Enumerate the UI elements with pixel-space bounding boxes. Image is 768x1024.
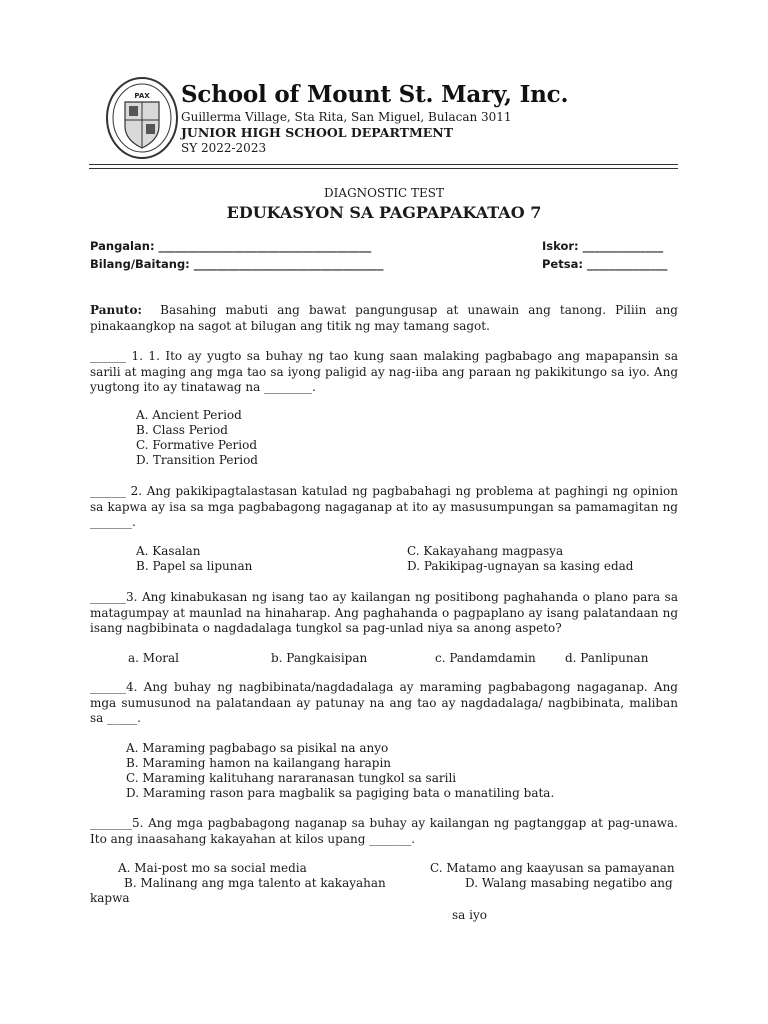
instructions-label: Panuto: bbox=[90, 303, 142, 317]
question-4-option-c[interactable]: C. Maraming kalituhang nararanasan tungkol sa sarili bbox=[126, 771, 457, 785]
question-2-option-b[interactable]: B. Papel sa lipunan bbox=[136, 559, 253, 573]
question-1-option-c[interactable]: C. Formative Period bbox=[136, 438, 258, 452]
instructions bbox=[90, 303, 678, 334]
question-1-option-b[interactable]: B. Class Period bbox=[136, 423, 228, 437]
header-divider-top bbox=[89, 164, 678, 165]
test-type: DIAGNOSTIC TEST bbox=[324, 186, 444, 200]
question-1-option-d[interactable]: D. Transition Period bbox=[136, 453, 258, 467]
question-3-option-a[interactable]: a. Moral bbox=[128, 651, 180, 665]
svg-text:PAX: PAX bbox=[134, 92, 150, 100]
question-3-option-c[interactable]: c. Pandamdamin bbox=[435, 651, 536, 665]
school-name: School of Mount St. Mary, Inc. bbox=[181, 81, 569, 108]
school-address: Guillerma Village, Sta Rita, San Miguel, Bulacan 3011 bbox=[181, 110, 512, 124]
score-field[interactable]: Iskor: ______________ bbox=[542, 239, 664, 253]
question-4-option-d[interactable]: D. Maraming rason para magbalik sa pagiging bata o manatiling bata. bbox=[126, 786, 555, 800]
question-5-option-c[interactable]: C. Matamo ang kaayusan sa pamayanan bbox=[430, 861, 675, 875]
question-2-option-c[interactable]: C. Kakayahang magpasya bbox=[407, 544, 564, 558]
question-5-text: _______5. Ang mga pagbabagong naganap sa buhay ay kailangan ng pagtanggap at pag-unawa. Ito ang inaasahang kakayahan at kilos upang _______. bbox=[90, 816, 678, 846]
test-subject: EDUKASYON SA PAGPAPAKATAO 7 bbox=[226, 203, 542, 222]
question-2-option-d[interactable]: D. Pakikipag-ugnayan sa kasing edad bbox=[407, 559, 634, 573]
school-year: SY 2022-2023 bbox=[181, 141, 267, 155]
school-seal-logo bbox=[105, 76, 179, 160]
question-1-text: ______ 1. 1. Ito ay yugto sa buhay ng tao kung saan malaking pagbabago ang mapapansin sa sarili at maging ang mga tao sa iyong paligid ay nag-iiba ang paraan ng pakikitungo sa iyo. Ang yugtong ito ay tinatawag na ________. bbox=[90, 349, 678, 394]
question-5-option-d-tail: sa iyo bbox=[452, 908, 487, 922]
question-3-text: ______3. Ang kinabukasan ng isang tao ay kailangan ng positibong paghahanda o plano para sa matagumpay at maunlad na hinaharap. Ang paghahanda o pagpaplano ay isang palatandaan ng isang nagbibinata o nagdadalaga tungkol sa pag-unlad niya sa anong aspeto? bbox=[90, 590, 678, 635]
department-name: JUNIOR HIGH SCHOOL DEPARTMENT bbox=[181, 125, 454, 140]
question-3-option-b[interactable]: b. Pangkaisipan bbox=[271, 651, 368, 665]
question-2-option-a[interactable]: A. Kasalan bbox=[136, 544, 201, 558]
date-field[interactable]: Petsa: ______________ bbox=[542, 257, 668, 271]
question-4-option-a[interactable]: A. Maraming pagbabago sa pisikal na anyo bbox=[126, 741, 389, 755]
question-5-option-d-continued: kapwa bbox=[90, 891, 130, 905]
grade-section-field[interactable]: Bilang/Baitang: _________________________________ bbox=[90, 257, 384, 271]
name-field[interactable]: Pangalan: _____________________________________ bbox=[90, 239, 372, 253]
question-4-option-b[interactable]: B. Maraming hamon na kailangang harapin bbox=[126, 756, 392, 770]
question-1-option-a[interactable]: A. Ancient Period bbox=[136, 408, 242, 422]
question-5-option-a[interactable]: A. Mai-post mo sa social media bbox=[118, 861, 307, 875]
question-3-option-d[interactable]: d. Panlipunan bbox=[565, 651, 649, 665]
question-2-text: ______ 2. Ang pakikipagtalastasan katulad ng pagbabahagi ng problema at paghingi ng opinion sa kapwa ay isa sa mga pagbabagong nagaganap at ito ay masusumpungan sa pamamagitan ng _______. bbox=[90, 484, 678, 529]
question-4-text: ______4. Ang buhay ng nagbibinata/nagdadalaga ay maraming pagbabagong nagaganap. Ang mga sumusunod na palatandaan ay patunay na ang tao ay nagdadalaga/ nagbibinata, maliban sa _____. bbox=[90, 680, 678, 725]
question-5-option-b[interactable]: B. Malinang ang mga talento at kakayahan bbox=[124, 876, 386, 890]
header-divider-bottom bbox=[89, 168, 678, 169]
instructions-text: Basahing mabuti ang bawat pangungusap at unawain ang tanong. Piliin ang pinakaangkop na sagot at bilugan ang titik ng may tamang sagot. bbox=[90, 303, 678, 333]
question-5-option-d[interactable]: D. Walang masabing negatibo ang bbox=[465, 876, 673, 890]
